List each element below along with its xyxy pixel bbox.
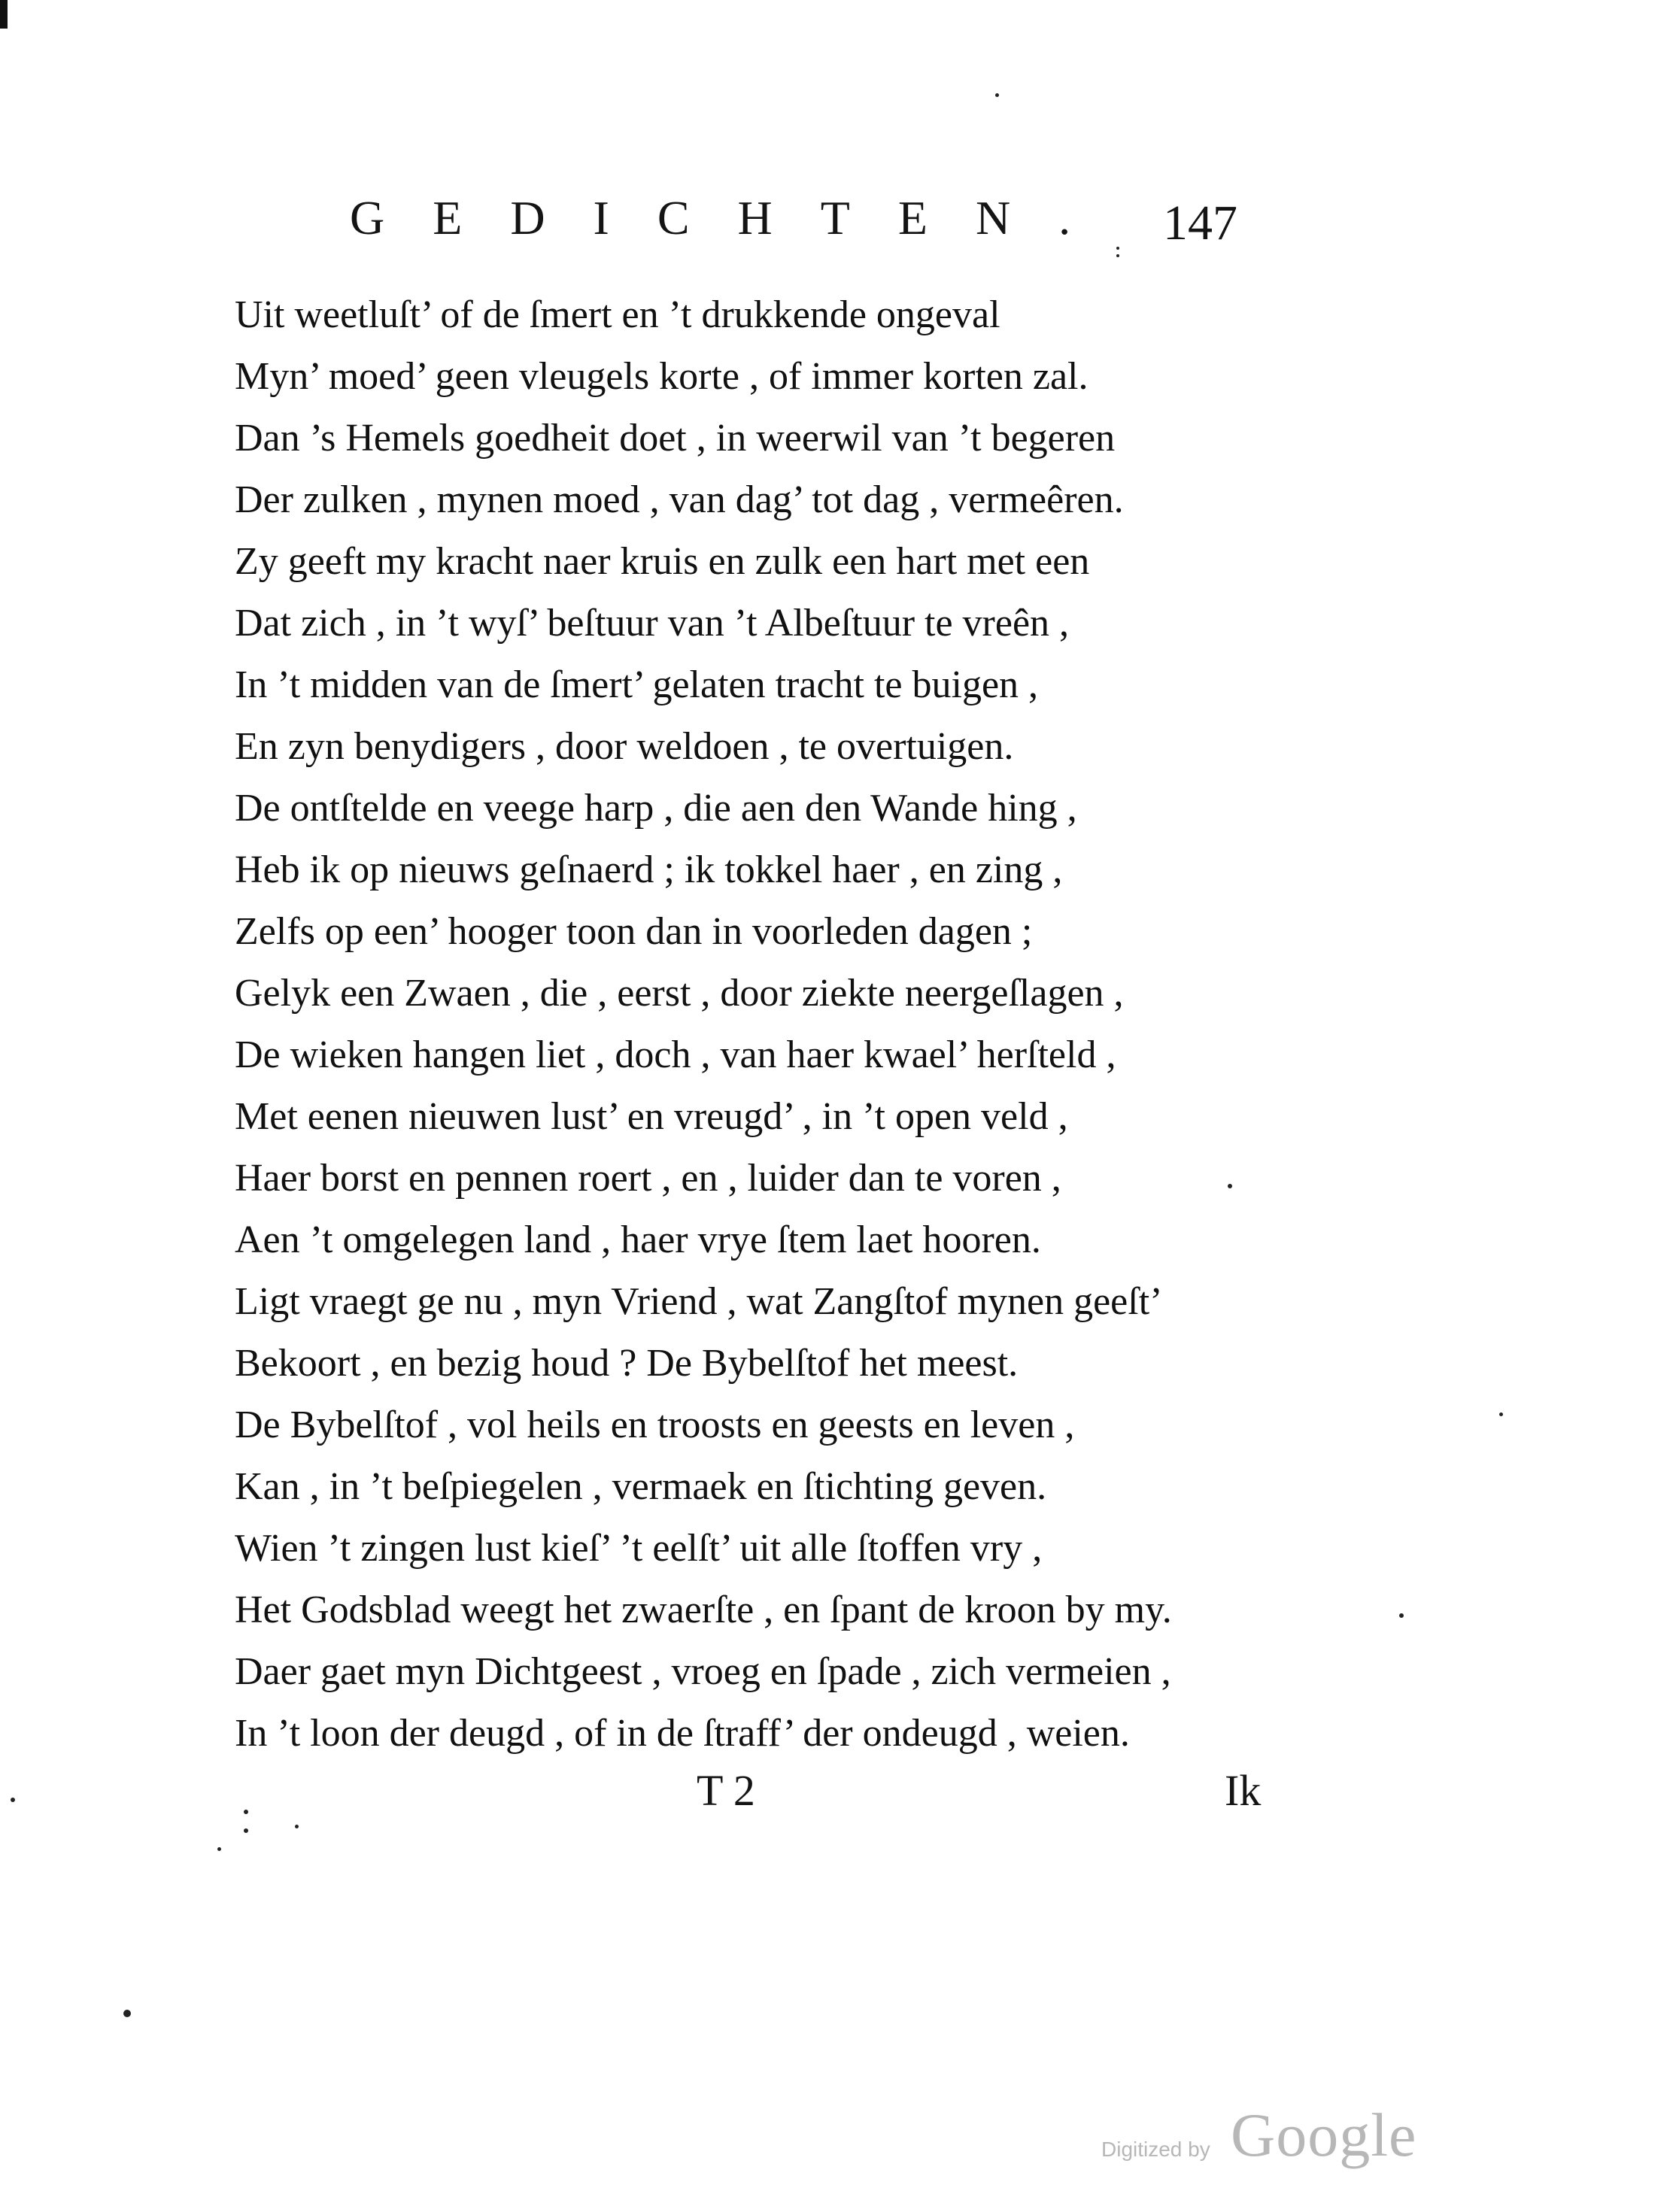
poem-line: En zyn benydigers , door weldoen , te overtuigen. (235, 725, 1014, 768)
poem-line: Het Godsblad weegt het zwaerſte , en ſpant de kroon by my. (235, 1588, 1172, 1631)
signature-mark: T 2 (697, 1766, 755, 1815)
poem-line: Aen ’t omgelegen land , haer vrye ſtem laet hooren. (235, 1218, 1041, 1261)
ink-speck (1399, 1613, 1404, 1618)
scan-edge-mark (0, 0, 8, 29)
poem-line: Zelfs op een’ hooger toon dan in voorleden dagen ; (235, 910, 1033, 953)
poem-line: Wien ’t zingen lust kieſ’ ’t eelſt’ uit alle ſtoffen vry , (235, 1527, 1043, 1570)
poem-line: Daer gaet myn Dichtgeest , vroeg en ſpade , zich vermeien , (235, 1650, 1171, 1693)
page-number: 147 (1163, 196, 1237, 250)
digitization-watermark (1101, 2101, 1455, 2180)
poem-line: Ligt vraegt ge nu , myn Vriend , wat Zangſtof mynen geeſt’ (235, 1280, 1163, 1323)
ink-speck (1499, 1412, 1503, 1416)
poem-line: Zy geeft my kracht naer kruis en zulk een hart met een (235, 540, 1090, 583)
poem-line: Gelyk een Zwaen , die , eerst , door ziekte neergeſlagen , (235, 972, 1124, 1015)
poem-line: De wieken hangen liet , doch , van haer kwael’ herſteld , (235, 1033, 1116, 1076)
poem-line: Dan ’s Hemels goedheit doet , in weerwil van ’t begeren (235, 417, 1116, 460)
watermark-prefix: Digitized by (1101, 2138, 1210, 2161)
poem-line: De ontſtelde en veege harp , die aen den Wande hing , (235, 787, 1077, 830)
poem-text (235, 284, 1273, 1764)
running-title: GEDICHTEN. (350, 191, 1119, 244)
poem-line: Haer borst en pennen roert , en , luider dan te voren , (235, 1157, 1061, 1200)
poem-line: De Bybelſtof , vol heils en troosts en geests en leven , (235, 1403, 1075, 1446)
catchword: Ik (1225, 1766, 1262, 1815)
google-logo: Google (1231, 2101, 1417, 2169)
poem-line: In ’t loon der deugd , of in de ſtraff’ der ondeugd , weien. (235, 1712, 1130, 1755)
ink-speck (995, 93, 999, 97)
poem-line: Met eenen nieuwen lust’ en vreugd’ , in ’t open veld , (235, 1095, 1068, 1138)
poem-line: Der zulken , mynen moed , van dag’ tot dag , vermeêren. (235, 478, 1124, 521)
poem-line: Heb ik op nieuws geſnaerd ; ik tokkel haer , en zing , (235, 848, 1063, 891)
ink-speck (217, 1847, 221, 1851)
poem-line: Bekoort , en bezig houd ? De Bybelſtof het meest. (235, 1342, 1019, 1385)
page-footer (0, 1766, 1673, 1829)
poem-line: Myn’ moed’ geen vleugels korte , of immer korten zal. (235, 355, 1089, 398)
poem-line: Uit weetluſt’ of de ſmert en ’t drukkende ongeval (235, 293, 1000, 336)
poem-line: Kan , in ’t beſpiegelen , vermaek en ſtichting geven. (235, 1465, 1047, 1508)
ink-speck (123, 2010, 131, 2017)
poem-line: Dat zich , in ’t wyſ’ beſtuur van ’t Albeſtuur te vreên , (235, 602, 1070, 645)
poem-line: In ’t midden van de ſmert’ gelaten tracht te buigen , (235, 663, 1039, 706)
running-head (350, 191, 1237, 262)
